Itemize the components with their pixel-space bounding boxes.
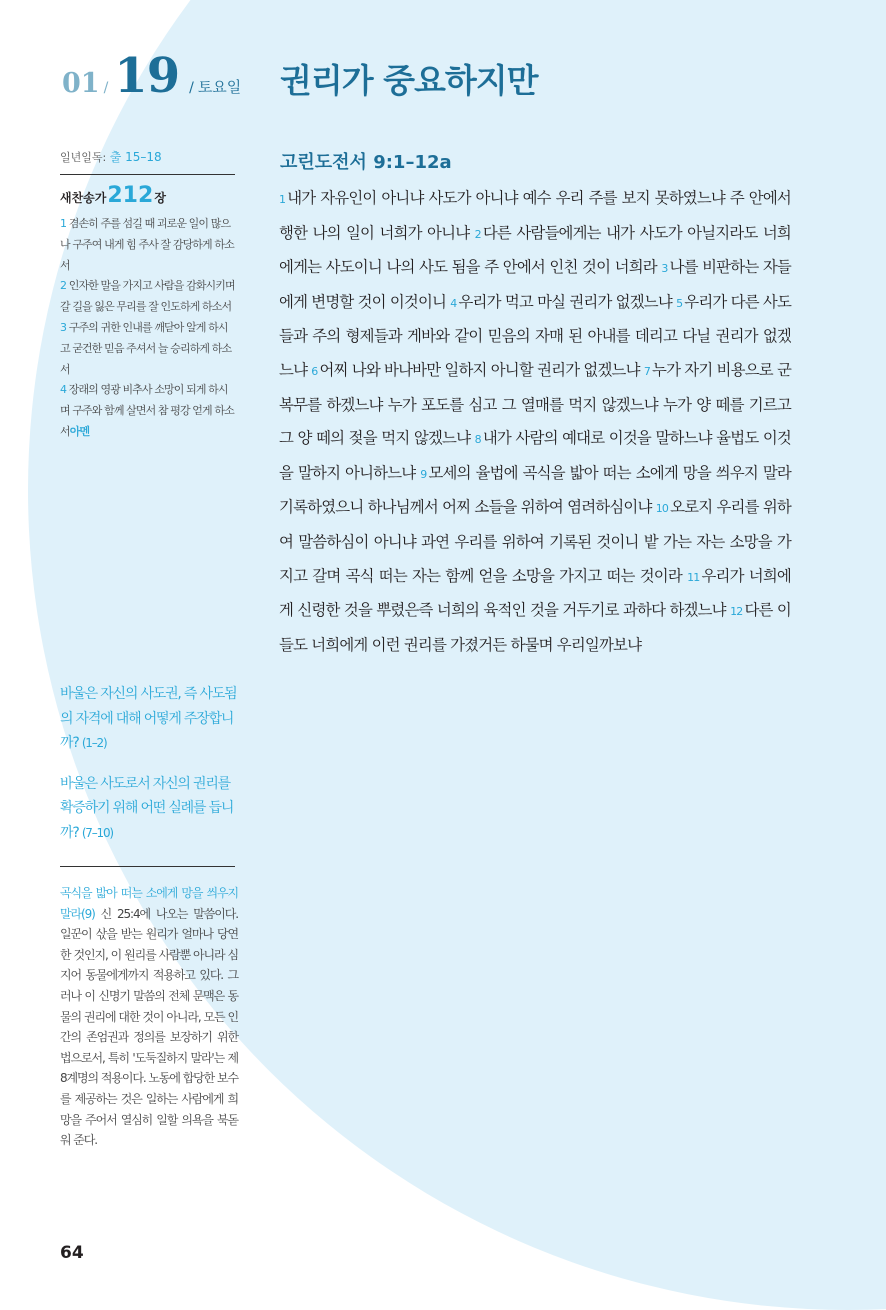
verse-number: 11: [687, 570, 700, 584]
verse-text: 우리가 너희에게 신령한 것을 뿌렸은즉 너희의 육적인 것을 거두기로 과하다 하겠느냐: [279, 566, 791, 620]
hymn-verse: [60, 276, 235, 318]
weekday-separator: /: [189, 80, 194, 96]
hymn-lyrics: [60, 214, 235, 443]
sidebar: [60, 148, 235, 443]
verse-number: 8: [474, 433, 481, 447]
verse-text: 오로지 우리를 위하여 말씀하심이 아니냐 과연 우리를 위하여 기록된 것이니 밭 가는 자는 소망을 가지고 갈며 곡식 떠는 자는 함께 얻을 소망을 가지고 떠는 것이라: [279, 498, 791, 585]
yearly-reading-ref: 출 15–18: [109, 150, 162, 164]
verse-number: 4: [450, 296, 457, 310]
date-block: [62, 48, 241, 104]
commentary-highlight: 곡식을 밟아 떠는 소에게 망을 씌우지 말라(9): [60, 886, 238, 921]
verse-text: 내가 사람의 예대로 이것을 말하느냐 율법도 이것을 말하지 아니하느냐: [279, 429, 791, 482]
commentary-divider: [60, 866, 235, 867]
question-item: [60, 682, 242, 756]
verse-number: 2: [474, 227, 481, 241]
amen-label: 아멘: [69, 424, 90, 438]
question-ref: (7–10): [81, 825, 113, 840]
page-number: 64: [60, 1243, 84, 1263]
question-text: 바울은 자신의 사도권, 즉 사도됨의 자격에 대해 어떻게 주장합니까?: [60, 686, 237, 751]
commentary-body: 신 25:4에 나오는 말씀이다. 일꾼이 삯을 받는 원리가 얼마나 당연한 것인지, 이 원리를 사람뿐 아니라 심지어 동물에게까지 적용하고 있다. 그러나 이 신명기 말씀의 전체 문맥은 동물의 권리에 대한 것이 아니라, 모든 인간의 존엄권과 정의를 보장하기 위한 법으로서, 특히 '도둑질하지 말라'는 제8계명의 적용이다. 노동에 합당한 보수를 제공하는 것은 일하는 사람에게 희망을 주어서 열심히 일할 의욕을 북돋워 준다.: [60, 906, 238, 1148]
verse-text: 어찌 나와 바나바만 일하지 아니할 권리가 없겠느냐: [319, 360, 640, 379]
scripture-reference: 고린도전서 9:1–12a: [280, 152, 452, 173]
verse-number: 6: [311, 364, 318, 378]
hymn-label: 새찬송가: [60, 191, 107, 205]
hymn-verse-text: 장래의 영광 비추사 소망이 되게 하시며 구주와 함께 살면서 참 평강 얻게 하소서: [60, 383, 234, 438]
yearly-reading-label: 일년일독:: [60, 151, 107, 164]
verse-number: 10: [655, 502, 669, 516]
hymn-suffix: 장: [154, 191, 166, 205]
hymn-verse-number: 1: [60, 217, 67, 230]
hymn-heading: [60, 183, 235, 208]
page-title: 권리가 중요하지만: [280, 61, 538, 100]
verse-text: 모세의 율법에 곡식을 밟아 떠는 소에게 망을 씌우지 말라 기록하였으니 하나님께서 어찌 소들을 위하여 염려하심이냐: [279, 463, 791, 517]
hymn-verse-number: 4: [60, 383, 67, 397]
verse-number: 7: [643, 364, 651, 378]
commentary-note: [60, 883, 238, 1151]
verse-number: 9: [420, 467, 427, 481]
question-ref: (1–2): [81, 736, 107, 750]
hymn-verse-number: 2: [60, 279, 67, 293]
verse-number: 1: [279, 193, 286, 206]
verse-text: 우리가 다른 사도들과 주의 형제들과 게바와 같이 믿음의 자매 된 아내를 데리고 다닐 권리가 없겠느냐: [279, 292, 792, 379]
hymn-number: 212: [107, 183, 154, 208]
verse-number: 3: [661, 262, 668, 276]
hymn-verse-number: 3: [60, 320, 67, 334]
study-questions: [60, 682, 242, 861]
verse-text: 나를 비판하는 자들에게 변명할 것이 이것이니: [279, 258, 791, 311]
verse-text: 다른 이들도 너희에게 이런 권리를 가졌거든 하물며 우리일까보냐: [279, 601, 791, 654]
hymn-verse-text: 구주의 귀한 인내를 깨닫아 알게 하시고 굳건한 믿음 주셔서 늘 승리하게 하소서: [60, 320, 232, 376]
date-separator: /: [103, 80, 109, 96]
verse-text: 누가 자기 비용으로 군 복무를 하겠느냐 누가 포도를 심고 그 열매를 먹지 않겠느냐 누가 양 떼를 기르고 그 양 떼의 젖을 먹지 않겠느냐: [279, 360, 792, 448]
yearly-reading: [60, 148, 235, 165]
verse-text: 우리가 먹고 마실 권리가 없겠느냐: [458, 292, 672, 311]
hymn-verse: [60, 214, 235, 276]
hymn-verse: [60, 380, 235, 442]
verse: [311, 361, 639, 379]
scripture-text: [279, 182, 791, 662]
date-day: 19: [114, 48, 180, 104]
question-text: 바울은 사도로서 자신의 권리를 확증하기 위해 어떤 실례를 듭니까?: [60, 775, 234, 841]
hymn-verse: [60, 318, 235, 380]
question-item: [60, 772, 242, 846]
verse: [450, 293, 672, 311]
verse-text: 다른 사람들에게는 내가 사도가 아닐지라도 너희에게는 사도이니 나의 사도 됨을 주 안에서 인친 것이 너희라: [279, 223, 792, 277]
date-weekday: 토요일: [197, 78, 242, 96]
verse-number: 5: [676, 296, 683, 310]
verse-text: 내가 자유인이 아니냐 사도가 아니냐 예수 우리 주를 보지 못하였느냐 주 안에서 행한 나의 일이 너희가 아니냐: [279, 189, 791, 242]
date-month: 01: [62, 68, 100, 99]
hymn-verse-text: 겸손히 주를 섬길 때 괴로운 일이 많으나 구주여 내게 힘 주사 잘 감당하게 하소서: [60, 217, 234, 272]
hymn-verse-text: 인자한 말을 가지고 사람을 감화시키며 갈 길을 잃은 무리를 잘 인도하게 하소서: [60, 279, 235, 314]
sidebar-divider: [60, 174, 235, 175]
verse-number: 12: [730, 605, 743, 619]
